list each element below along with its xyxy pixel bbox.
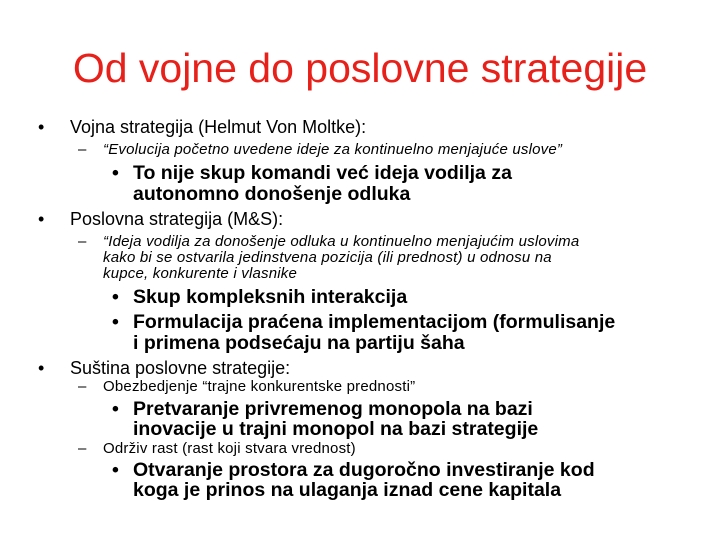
bullet-marker: • xyxy=(112,459,119,481)
point-formulation-line2: i primena podsećaju na partiju šaha xyxy=(133,332,465,354)
dash-marker: – xyxy=(78,141,87,158)
point-monopoly-line2: inovacije u trajni monopol na bazi strategije xyxy=(133,418,539,440)
point-complex-interactions: Skup kompleksnih interakcija xyxy=(133,286,408,308)
bullet-military-strategy: Vojna strategija (Helmut Von Moltke): xyxy=(70,117,367,137)
slide-title: Od vojne do poslovne strategije xyxy=(72,45,648,91)
point-guiding-idea-line1: To nije skup komandi već ideja vodilja za xyxy=(133,162,512,184)
dash-marker: – xyxy=(78,440,87,457)
dash-marker: – xyxy=(78,233,87,250)
bullet-marker: • xyxy=(112,398,119,420)
bullet-marker: • xyxy=(38,209,45,229)
bullet-marker: • xyxy=(112,162,119,184)
bullet-marker: • xyxy=(112,311,119,333)
bullet-business-strategy: Poslovna strategija (M&S): xyxy=(70,209,284,229)
point-guiding-idea-line2: autonomno donošenje odluka xyxy=(133,183,411,205)
sub-ms-definition-line2: kako bi se ostvarila jedinstvena pozicija (ili prednost) u odnosu na xyxy=(103,249,552,266)
bullet-strategy-essence: Suština poslovne strategije: xyxy=(70,358,291,378)
sub-competitive-advantage: Obezbedjenje “trajne konkurentske prednosti” xyxy=(103,378,416,395)
point-investment-line2: koga je prinos na ulaganja iznad cene kapitala xyxy=(133,479,562,501)
dash-marker: – xyxy=(78,378,87,395)
point-investment-line1: Otvaranje prostora za dugoročno investiranje kod xyxy=(133,459,595,481)
sub-sustainable-growth: Održiv rast (rast koji stvara vrednost) xyxy=(103,440,356,457)
sub-ms-definition-line1: “Ideja vodilja za donošenje odluka u kontinuelno menjajućim uslovima xyxy=(103,233,580,250)
bullet-marker: • xyxy=(112,286,119,308)
point-monopoly-line1: Pretvaranje privremenog monopola na bazi xyxy=(133,398,533,420)
point-formulation-line1: Formulacija praćena implementacijom (formulisanje xyxy=(133,311,616,333)
sub-ms-definition-line3: kupce, konkurente i vlasnike xyxy=(103,265,298,282)
bullet-marker: • xyxy=(38,117,45,137)
bullet-marker: • xyxy=(38,358,45,378)
sub-moltke-definition: “Evolucija početno uvedene ideje za kontinuelno menjajuće uslove” xyxy=(103,141,563,158)
